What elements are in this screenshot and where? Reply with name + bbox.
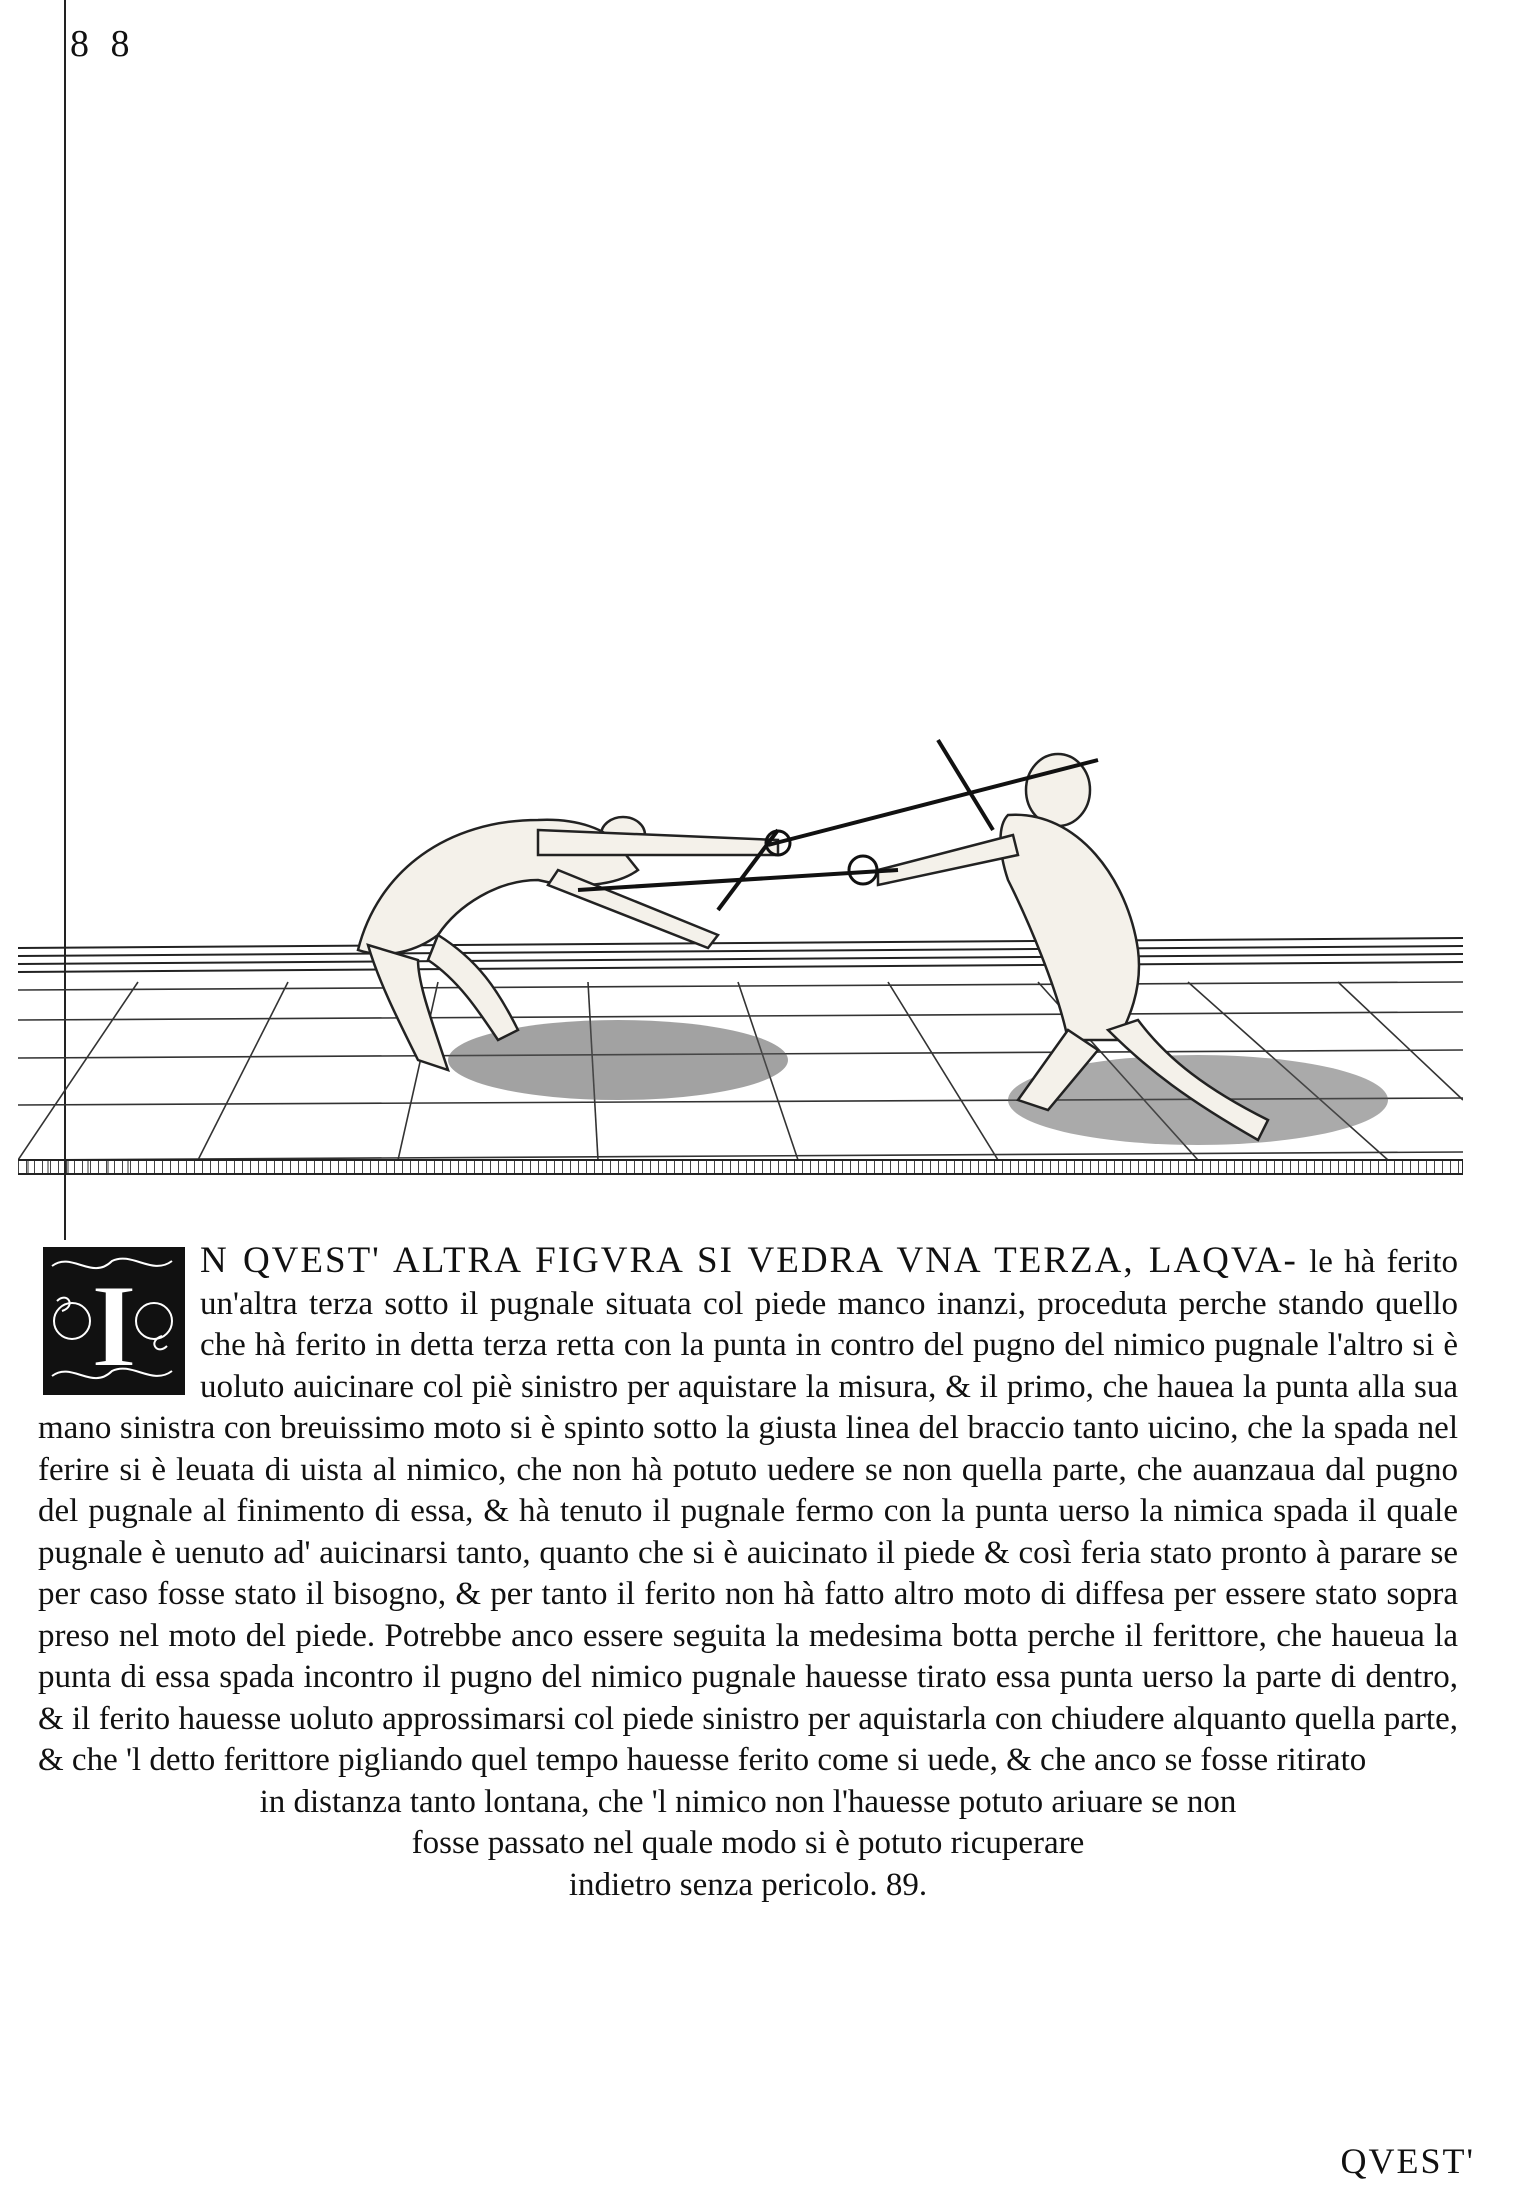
page-number: 8 8: [70, 23, 136, 65]
catchword: QVEST': [1340, 2141, 1475, 2181]
decorated-initial: [42, 1246, 186, 1396]
closing-line-3: indietro senza pericolo. 89.: [568, 1866, 928, 1903]
closing-line-2: fosse passato nel quale modo si è potuto ricuperare: [411, 1825, 1085, 1861]
text-block: [38, 1240, 1458, 1906]
first-paragraph: [38, 1240, 1458, 1782]
opening-heading: N QVEST' ALTRA FIGVRA SI VEDRA VNA TERZA, LAQVA-: [200, 1240, 1298, 1281]
fencing-illustration: [18, 720, 1463, 1190]
floor-back-lines: [18, 938, 1463, 972]
initial-letter: I: [90, 1259, 138, 1392]
closing-line-1: in distanza tanto lontana, che 'l nimico non l'hauesse potuto ariuare se non: [259, 1783, 1237, 1820]
body-text: le hà ferito un'altra terza sotto il pugnale situata col piede manco inanzi, proceduta perche stando quello che hà ferito in detta terza retta con la punta in contro del pugno del nimico pugnale l'altro si è uoluto auicinare col piè sinistro per aquistare la misura, & il primo, che hauea la punta alla sua mano sinistra con breuissimo moto si è spinto sotto la giusta linea del braccio tanto uicino, che la spada nel ferire si è leuata di uista al nimico, che non hà potuto uedere se non quella parte, che auanzaua dal pugno del pugnale al finimento di essa, & hà tenuto il pugnale fermo con la punta uerso la nimica spada il quale pugnale è uenuto ad' auicinarsi tanto, quanto che si è auicinato il piede & così feria stato pronto à parare se per caso fosse stato il bisogno, & per tanto il ferito non hà fatto altro moto di diffesa per essere stato sopra preso nel moto del piede. Potrebbe anco essere seguita la medesima botta perche il ferittore, che haueua la punta di essa spada incontro il pugno del nimico pugnale hauesse tirato essa punta uerso la parte di dentro, & il ferito hauesse uoluto approssimarsi col piede sinistro per aquistarla con chiudere alquanto quella parte, & che 'l detto ferittore pigliando quel tempo hauesse ferito come si uede, & che anco se fosse ritirato: [38, 1244, 1458, 1778]
